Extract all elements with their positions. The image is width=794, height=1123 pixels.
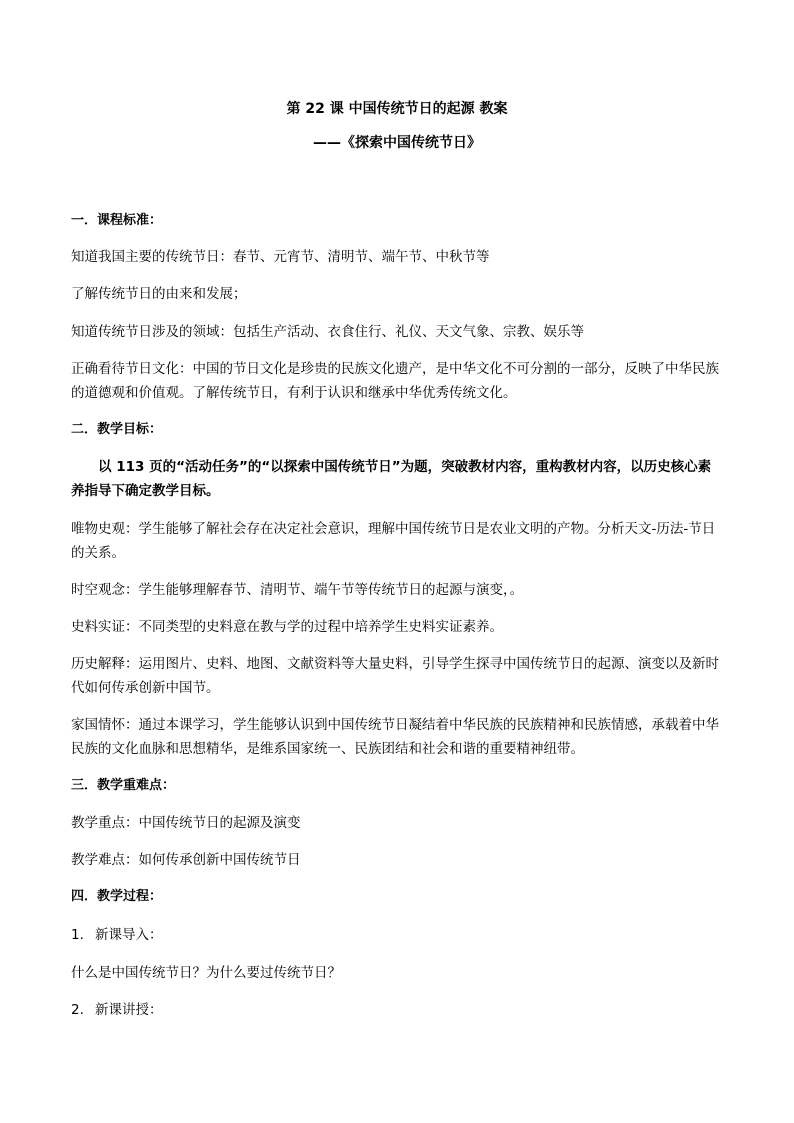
step-new-lesson [71,998,723,1022]
document-subtitle: ——《探索中国传统节日》 [313,135,481,151]
paragraph: 知道我国主要的传统节日：春节、元宵节、清明节、端午节、中秋节等 [71,249,490,265]
teaching-focus: 教学重点：中国传统节日的起源及演变 [71,815,301,831]
step-label: 新课讲授： [95,1002,163,1018]
objective-item: 时空观念：学生能够理解春节、清明节、端午节等传统节日的起源与演变，。 [71,582,524,598]
paragraph: 正确看待节日文化：中国的节日文化是珍贵的民族文化遗产，是中华文化不可分割的一部分，反映了中华民族的道德观和价值观。了解传统节日，有利于认识和继承中华优秀传统文化。 [71,361,719,401]
objectives-intro: 以 113 页的“活动任务”的“以探索中国传统节日”为题，突破教材内容，重构教材内容，以历史核心素养指导下确定教学目标。 [71,459,712,499]
objective-item: 家国情怀：通过本课学习，学生能够认识到中国传统节日凝结着中华民族的民族精神和民族情感，承载着中华民族的文化血脉和思想精华，是维系国家统一、民族团结和社会和谐的重要精神纽带。 [71,717,719,757]
paragraph: 了解传统节日的由来和发展； [71,286,247,302]
section-heading-key-points: 三．教学重难点： [71,778,176,793]
step-introduction [71,923,723,947]
paragraph: 什么是中国传统节日？为什么要过传统节日？ [71,965,341,981]
paragraph: 知道传统节日涉及的领域：包括生产活动、衣食住行、礼仪、天文气象、宗教、娱乐等 [71,324,584,340]
objective-item: 史料实证：不同类型的史料意在教与学的过程中培养学生史料实证素养。 [71,619,503,635]
step-number: 2. [71,1002,84,1018]
step-number: 1. [71,927,84,943]
teaching-difficulty: 教学难点：如何传承创新中国传统节日 [71,852,301,868]
section-heading-objectives: 二．教学目标： [71,422,163,437]
document-title: 第 22 课 中国传统节日的起源 教案 [286,101,508,117]
section-heading-curriculum: 一．课程标准： [71,213,163,228]
objective-item: 唯物史观：学生能够了解社会存在决定社会意识，理解中国传统节日是农业文明的产物。分析天文-历法-节日的关系。 [71,521,716,561]
objective-item: 历史解释：运用图片、史料、地图、文献资料等大量史料，引导学生探寻中国传统节日的起源、演变以及新时代如何传承创新中国节。 [71,656,719,696]
section-heading-process: 四．教学过程： [71,889,163,904]
step-label: 新课导入： [95,927,163,943]
